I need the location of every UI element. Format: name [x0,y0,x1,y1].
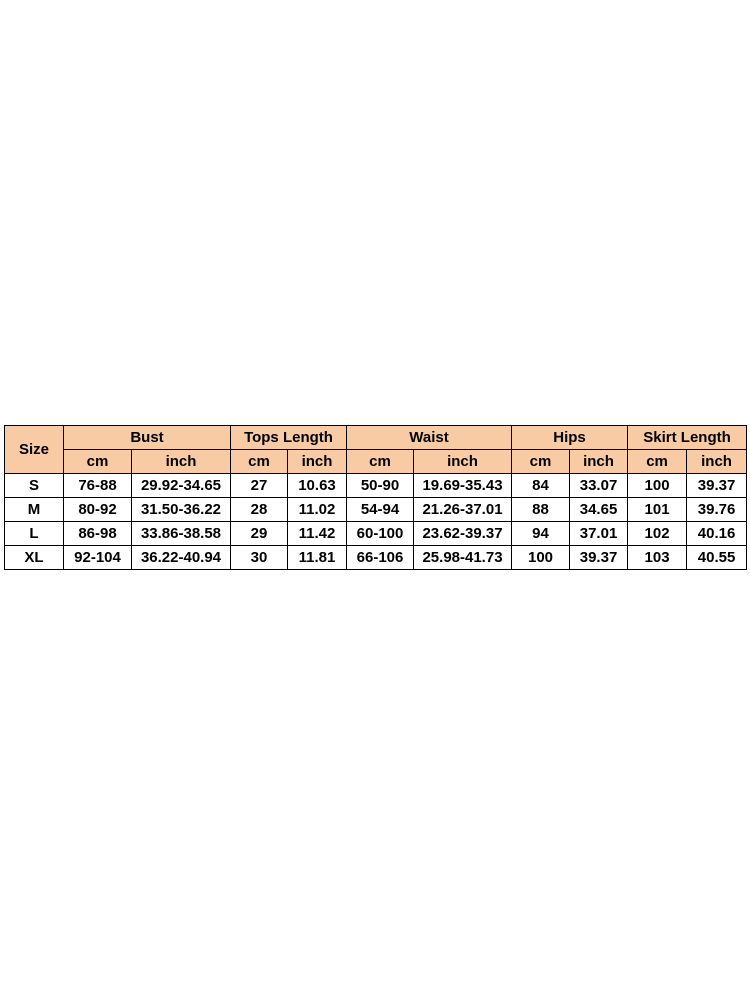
table-cell: 39.76 [687,498,747,522]
size-cell: S [5,474,64,498]
table-cell: 40.16 [687,522,747,546]
table-cell: 33.86-38.58 [132,522,231,546]
table-cell: 100 [512,546,570,570]
group-header-skirt-length: Skirt Length [628,426,747,450]
unit-header: inch [570,450,628,474]
table-cell: 25.98-41.73 [414,546,512,570]
size-chart-table [4,425,747,570]
unit-header-row [5,450,747,474]
table-cell: 103 [628,546,687,570]
group-header-tops-length: Tops Length [231,426,347,450]
unit-header: cm [231,450,288,474]
table-cell: 102 [628,522,687,546]
table-cell: 50-90 [347,474,414,498]
unit-header: cm [64,450,132,474]
table-cell: 34.65 [570,498,628,522]
table-cell: 31.50-36.22 [132,498,231,522]
table-cell: 40.55 [687,546,747,570]
table-cell: 101 [628,498,687,522]
table-cell: 88 [512,498,570,522]
size-cell: M [5,498,64,522]
table-cell: 54-94 [347,498,414,522]
table-cell: 36.22-40.94 [132,546,231,570]
table-cell: 11.02 [288,498,347,522]
table-cell: 27 [231,474,288,498]
unit-header: cm [347,450,414,474]
table-cell: 86-98 [64,522,132,546]
table-cell: 80-92 [64,498,132,522]
table-row [5,522,747,546]
table-row [5,546,747,570]
table-cell: 37.01 [570,522,628,546]
unit-header: inch [288,450,347,474]
table-cell: 23.62-39.37 [414,522,512,546]
unit-header: cm [512,450,570,474]
table-cell: 11.42 [288,522,347,546]
size-cell: XL [5,546,64,570]
group-header-hips: Hips [512,426,628,450]
unit-header: inch [132,450,231,474]
size-chart [4,425,746,570]
table-cell: 28 [231,498,288,522]
table-cell: 84 [512,474,570,498]
table-row [5,498,747,522]
table-cell: 21.26-37.01 [414,498,512,522]
group-header-bust: Bust [64,426,231,450]
unit-header: cm [628,450,687,474]
table-row [5,474,747,498]
table-cell: 11.81 [288,546,347,570]
group-header-row [5,426,747,450]
group-header-waist: Waist [347,426,512,450]
table-cell: 94 [512,522,570,546]
table-cell: 92-104 [64,546,132,570]
table-cell: 10.63 [288,474,347,498]
table-cell: 30 [231,546,288,570]
table-cell: 100 [628,474,687,498]
table-cell: 66-106 [347,546,414,570]
table-cell: 19.69-35.43 [414,474,512,498]
table-cell: 60-100 [347,522,414,546]
size-cell: L [5,522,64,546]
unit-header: inch [414,450,512,474]
size-header: Size [5,426,64,474]
table-cell: 29 [231,522,288,546]
table-cell: 39.37 [687,474,747,498]
table-cell: 76-88 [64,474,132,498]
table-cell: 33.07 [570,474,628,498]
table-cell: 39.37 [570,546,628,570]
table-cell: 29.92-34.65 [132,474,231,498]
unit-header: inch [687,450,747,474]
